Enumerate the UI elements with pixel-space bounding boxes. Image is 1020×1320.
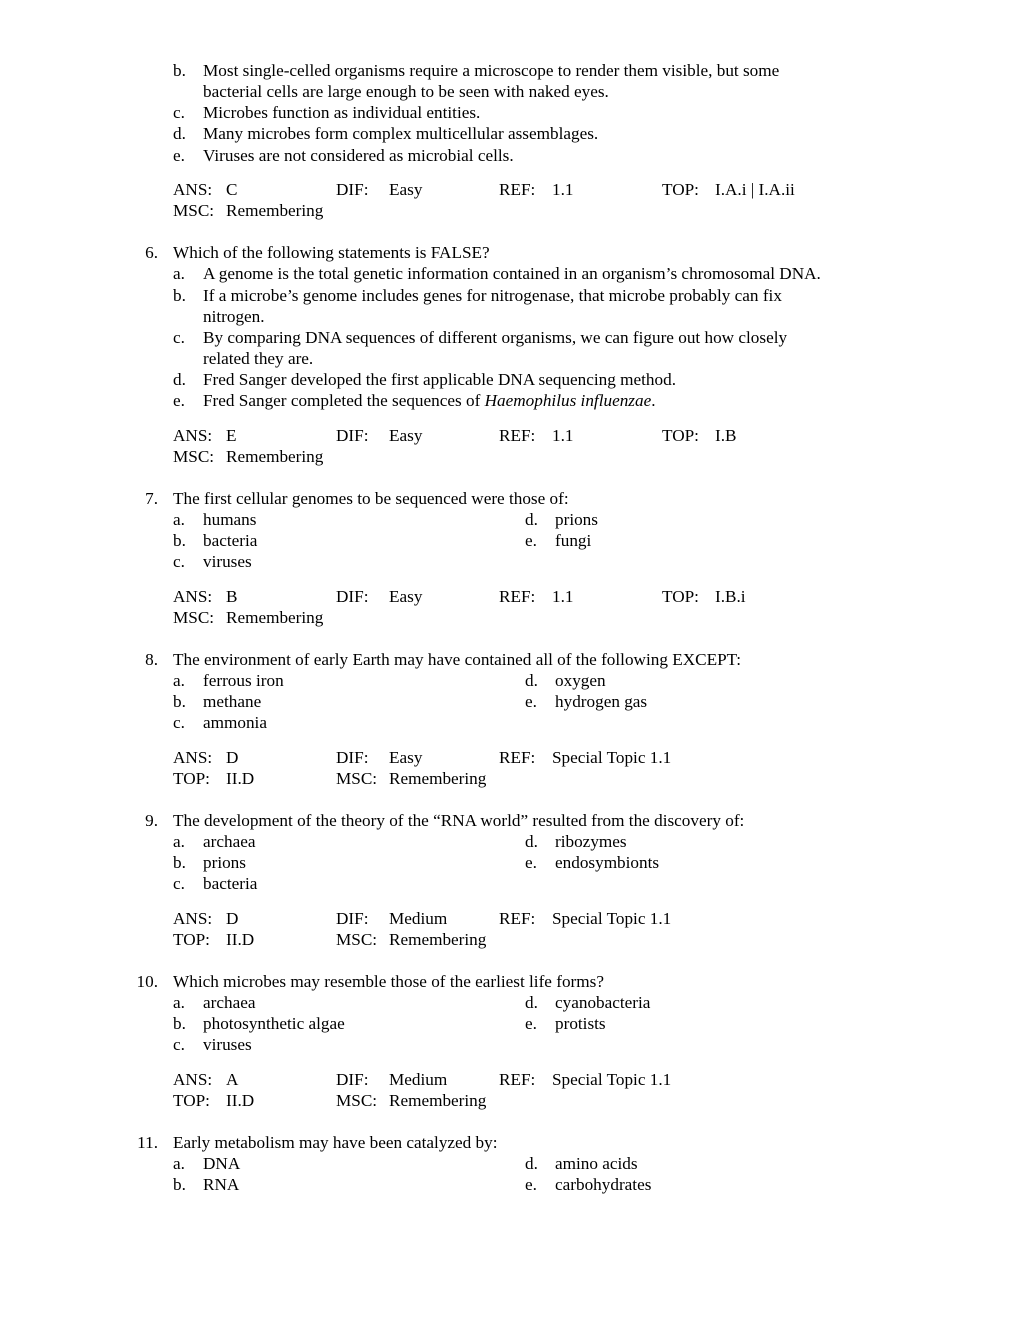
species-name: Haemophilus influenzae bbox=[484, 391, 652, 410]
choice-text: photosynthetic algae bbox=[203, 1014, 345, 1033]
dif-label: DIF: bbox=[336, 180, 369, 199]
ans-label: ANS: bbox=[173, 1070, 213, 1089]
ref-label: REF: bbox=[499, 1070, 536, 1089]
choice-text: amino acids bbox=[555, 1154, 638, 1173]
choice-text: If a microbe’s genome includes genes for nitrogenase, that microbe probably can fix bbox=[203, 286, 782, 305]
choice-text: bacteria bbox=[203, 874, 258, 893]
choice-letter: b. bbox=[173, 1014, 186, 1033]
ans-label: ANS: bbox=[173, 587, 213, 606]
msc-value: Remembering bbox=[389, 769, 487, 788]
msc-label: MSC: bbox=[173, 201, 215, 220]
choice-letter: a. bbox=[173, 832, 185, 851]
question-number: 6. bbox=[145, 243, 158, 262]
top-label: TOP: bbox=[662, 180, 699, 199]
choice-text: bacterial cells are large enough to be seen with naked eyes. bbox=[203, 82, 609, 101]
question-stem: Which of the following statements is FALSE? bbox=[173, 243, 490, 262]
choice-letter: e. bbox=[525, 1175, 537, 1194]
question-number: 7. bbox=[145, 489, 158, 508]
question-stem: The first cellular genomes to be sequenced were those of: bbox=[173, 489, 569, 508]
msc-value: Remembering bbox=[226, 608, 324, 627]
choice-letter: d. bbox=[525, 671, 538, 690]
top-value: II.D bbox=[226, 769, 255, 788]
top-value: II.D bbox=[226, 1091, 255, 1110]
choice-letter: c. bbox=[173, 713, 185, 732]
ref-value: Special Topic 1.1 bbox=[552, 1070, 672, 1089]
choice-letter: c. bbox=[173, 1035, 185, 1054]
choice-letter: a. bbox=[173, 671, 185, 690]
choice-text: cyanobacteria bbox=[555, 993, 651, 1012]
choice-letter: e. bbox=[525, 531, 537, 550]
ans-value: A bbox=[226, 1070, 239, 1089]
choice-letter: d. bbox=[525, 993, 538, 1012]
question-stem: The environment of early Earth may have contained all of the following EXCEPT: bbox=[173, 650, 742, 669]
choice-letter: e. bbox=[173, 391, 185, 410]
choice-letter: e. bbox=[525, 853, 537, 872]
top-value: I.A.i | I.A.ii bbox=[715, 180, 795, 199]
choice-text: Viruses are not considered as microbial cells. bbox=[203, 146, 514, 165]
top-label: TOP: bbox=[662, 426, 699, 445]
msc-label: MSC: bbox=[336, 769, 378, 788]
choice-text: protists bbox=[555, 1014, 606, 1033]
dif-label: DIF: bbox=[336, 748, 369, 767]
choice-letter: a. bbox=[173, 510, 185, 529]
choice-text: ferrous iron bbox=[203, 671, 284, 690]
dif-value: Easy bbox=[389, 180, 423, 199]
dif-label: DIF: bbox=[336, 909, 369, 928]
msc-label: MSC: bbox=[173, 447, 215, 466]
dif-value: Easy bbox=[389, 748, 423, 767]
msc-value: Remembering bbox=[226, 447, 324, 466]
dif-value: Medium bbox=[389, 1070, 448, 1089]
ans-value: D bbox=[226, 909, 239, 928]
ans-label: ANS: bbox=[173, 426, 213, 445]
choice-letter: a. bbox=[173, 1154, 185, 1173]
choice-letter: e. bbox=[173, 146, 185, 165]
msc-label: MSC: bbox=[173, 608, 215, 627]
dif-label: DIF: bbox=[336, 1070, 369, 1089]
choice-text: Most single-celled organisms require a microscope to render them visible, but some bbox=[203, 61, 780, 80]
choice-letter: c. bbox=[173, 552, 185, 571]
choice-letter: d. bbox=[173, 370, 186, 389]
choice-text: A genome is the total genetic information contained in an organism’s chromosomal DNA. bbox=[203, 264, 821, 283]
choice-text: humans bbox=[203, 510, 257, 529]
choice-text: nitrogen. bbox=[203, 307, 265, 326]
top-label: TOP: bbox=[173, 1091, 210, 1110]
ans-label: ANS: bbox=[173, 748, 213, 767]
choice-letter: a. bbox=[173, 264, 185, 283]
question-stem: The development of the theory of the “RNA world” resulted from the discovery of: bbox=[173, 811, 745, 830]
choice-text: fungi bbox=[555, 531, 592, 550]
ref-value: 1.1 bbox=[552, 180, 574, 199]
ans-label: ANS: bbox=[173, 909, 213, 928]
choice-letter: b. bbox=[173, 61, 186, 80]
choice-text: prions bbox=[203, 853, 246, 872]
choice-letter: c. bbox=[173, 328, 185, 347]
choice-letter: d. bbox=[525, 832, 538, 851]
choice-letter: e. bbox=[525, 692, 537, 711]
choice-text: archaea bbox=[203, 832, 256, 851]
choice-text: related they are. bbox=[203, 349, 314, 368]
choice-text: viruses bbox=[203, 552, 252, 571]
choice-text: Microbes function as individual entities. bbox=[203, 103, 481, 122]
question-number: 10. bbox=[136, 972, 158, 991]
choice-text: endosymbionts bbox=[555, 853, 660, 872]
choice-text-punct: . bbox=[651, 391, 656, 410]
ref-label: REF: bbox=[499, 587, 536, 606]
ans-label: ANS: bbox=[173, 180, 213, 199]
choice-text: hydrogen gas bbox=[555, 692, 648, 711]
ref-label: REF: bbox=[499, 909, 536, 928]
msc-value: Remembering bbox=[389, 1091, 487, 1110]
choice-letter: c. bbox=[173, 103, 185, 122]
msc-label: MSC: bbox=[336, 930, 378, 949]
dif-value: Easy bbox=[389, 426, 423, 445]
ref-label: REF: bbox=[499, 180, 536, 199]
choice-text: Many microbes form complex multicellular assemblages. bbox=[203, 124, 599, 143]
choice-text: RNA bbox=[203, 1175, 240, 1194]
msc-value: Remembering bbox=[226, 201, 324, 220]
top-label: TOP: bbox=[173, 769, 210, 788]
top-value: I.B bbox=[715, 426, 737, 445]
dif-value: Easy bbox=[389, 587, 423, 606]
msc-value: Remembering bbox=[389, 930, 487, 949]
choice-letter: a. bbox=[173, 993, 185, 1012]
ref-value: 1.1 bbox=[552, 426, 574, 445]
ans-value: D bbox=[226, 748, 239, 767]
ans-value: B bbox=[226, 587, 238, 606]
choice-text: bacteria bbox=[203, 531, 258, 550]
choice-letter: b. bbox=[173, 692, 186, 711]
ref-value: Special Topic 1.1 bbox=[552, 748, 672, 767]
choice-letter: b. bbox=[173, 853, 186, 872]
choice-text: prions bbox=[555, 510, 598, 529]
dif-value: Medium bbox=[389, 909, 448, 928]
choice-letter: b. bbox=[173, 286, 186, 305]
ref-label: REF: bbox=[499, 748, 536, 767]
ans-value: E bbox=[226, 426, 237, 445]
choice-text: Fred Sanger developed the first applicable DNA sequencing method. bbox=[203, 370, 676, 389]
msc-label: MSC: bbox=[336, 1091, 378, 1110]
top-label: TOP: bbox=[173, 930, 210, 949]
choice-text: ammonia bbox=[203, 713, 267, 732]
choice-letter: e. bbox=[525, 1014, 537, 1033]
choice-text: viruses bbox=[203, 1035, 252, 1054]
choice-text: methane bbox=[203, 692, 262, 711]
choice-letter: b. bbox=[173, 531, 186, 550]
question-number: 11. bbox=[137, 1133, 158, 1152]
choice-letter: d. bbox=[525, 510, 538, 529]
top-value: II.D bbox=[226, 930, 255, 949]
ref-label: REF: bbox=[499, 426, 536, 445]
dif-label: DIF: bbox=[336, 587, 369, 606]
top-value: I.B.i bbox=[715, 587, 746, 606]
question-number: 9. bbox=[145, 811, 158, 830]
ref-value: 1.1 bbox=[552, 587, 574, 606]
choice-letter: d. bbox=[173, 124, 186, 143]
choice-text: carbohydrates bbox=[555, 1175, 652, 1194]
ref-value: Special Topic 1.1 bbox=[552, 909, 672, 928]
choice-letter: c. bbox=[173, 874, 185, 893]
choice-text-plain: Fred Sanger completed the sequences of bbox=[203, 391, 485, 410]
choice-text bbox=[203, 390, 656, 411]
choice-text: archaea bbox=[203, 993, 256, 1012]
question-stem: Early metabolism may have been catalyzed by: bbox=[173, 1133, 498, 1152]
top-label: TOP: bbox=[662, 587, 699, 606]
question-number: 8. bbox=[145, 650, 158, 669]
choice-letter: b. bbox=[173, 1175, 186, 1194]
ans-value: C bbox=[226, 180, 238, 199]
choice-text: DNA bbox=[203, 1154, 241, 1173]
question-stem: Which microbes may resemble those of the earliest life forms? bbox=[173, 972, 604, 991]
dif-label: DIF: bbox=[336, 426, 369, 445]
choice-text: By comparing DNA sequences of different organisms, we can figure out how closely bbox=[203, 328, 788, 347]
choice-text: ribozymes bbox=[555, 832, 627, 851]
choice-letter: d. bbox=[525, 1154, 538, 1173]
choice-text: oxygen bbox=[555, 671, 606, 690]
